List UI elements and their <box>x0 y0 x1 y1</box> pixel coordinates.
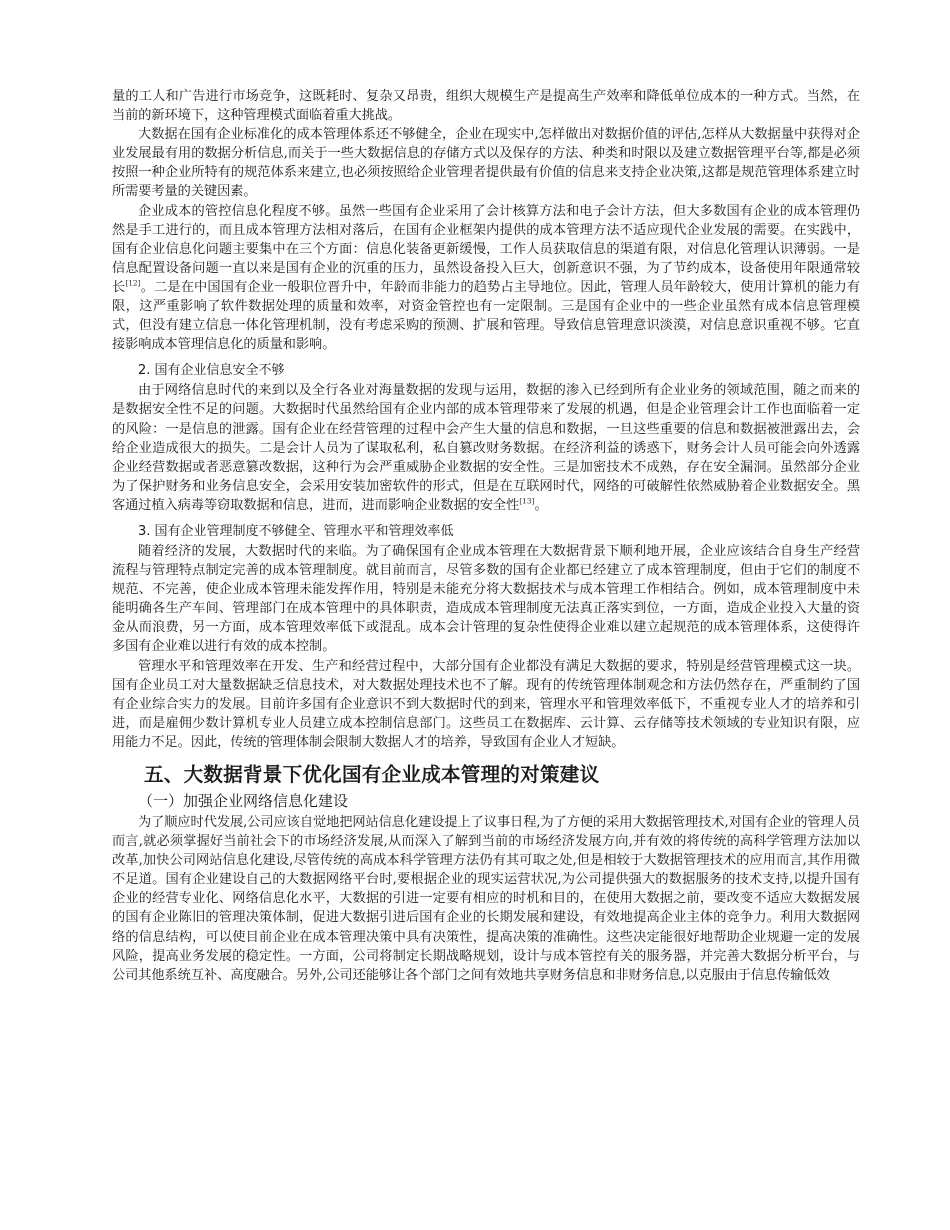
paragraph-4 <box>112 381 860 515</box>
paragraph-3-text-b: 。二是在中国国有企业一般职位晋升中，年龄而非能力的趋势占主导地位。因此，管理人员年龄较大，使用计算机的能力有限，这严重影响了软件数据处理的质量和效率，对资金管控也有一定限制。三是国有企业中的一些企业虽然有成本信息管理模式，但没有建立信息一体化管理机制，没有考虑采购的预测、扩展和管理。导致信息管理意识淡漠，对信息意识重视不够。它直接影响成本管理信息化的质量和影响。 <box>112 279 861 353</box>
citation-12: [12] <box>125 278 141 288</box>
section-heading-5: 五、大数据背景下优化国有企业成本管理的对策建议 <box>144 763 600 786</box>
paragraph-3-text-a: 企业成本的管控信息化程度不够。虽然一些国有企业采用了会计核算方法和电子会计方法，但大多数国有企业的成本管理仍然是手工进行的，而且成本管理方法相对落后，在国有企业框架内提供的成本管理方法不适应现代企业发展的需要。在实践中，国有企业信息化问题主要集中在三个方面：信息化装备更新缓慢，工作人员获取信息的渠道有限，对信息化管理认识薄弱。一是信息配置设备问题一直以来是国有企业的沉重的压力，虽然设备投入巨大，创新意识不强，为了节约成本，设备使用年限通常较长 <box>112 203 860 295</box>
citation-13: [13] <box>519 496 535 506</box>
paragraph-4-text-b: 。 <box>534 497 548 513</box>
paragraph-6: 管理水平和管理效率在开发、生产和经营过程中，大部分国有企业都没有满足大数据的要求，特别是经营管理模式这一块。国有企业员工对大量数据缺乏信息技术，对大数据处理技术也不了解。现有的传统管理体制观念和方法仍然存在，严重制约了国有企业综合实力的发展。目前许多国有企业意识不到大数据时代的到来，管理水平和管理效率低下，不重视专业人才的培养和引进，而是雇佣少数计算机专业人员建立成本控制信息部门。这些员工在数据库、云计算、云存储等技术领域的专业知识有限，应用能力不足。因此，传统的管理体制会限制大数据人才的培养，导致国有企业人才短缺。 <box>112 658 860 750</box>
subsection-heading-1: （一）加强企业网络信息化建设 <box>138 792 349 810</box>
document-page <box>112 87 860 985</box>
subheading-information-security: 2. 国有企业信息安全不够 <box>138 363 285 379</box>
subheading-management-system: 3. 国有企业管理制度不够健全、管理水平和管理效率低 <box>138 523 454 539</box>
paragraph-1: 量的工人和广告进行市场竞争，这既耗时、复杂又昂贵，组织大规模生产是提高生产效率和降低单位成本的一种方式。当然，在当前的新环境下，这种管理模式面临着重大挑战。 <box>112 89 860 124</box>
paragraph-2: 大数据在国有企业标准化的成本管理体系还不够健全，企业在现实中,怎样做出对数据价值的评估,怎样从大数据量中获得对企业发展最有用的数据分析信息,而关于一些大数据信息的存储方式以及保存的方法、种类和时限以及建立数据管理平台等,都是必须按照一种企业所特有的规范体系来建立,也必须按照给企业管理者提供最有价值的信息来支持企业决策,这都是规范管理体系建立时所需要考量的关键因素。 <box>112 127 860 200</box>
paragraph-7: 为了顺应时代发展,公司应该自觉地把网站信息化建设提上了议事日程,为了方便的采用大数据管理技术,对国有企业的管理人员而言,就必须掌握好当前社会下的市场经济发展,从而深入了解到当前的市场经济发展方向,并有效的将传统的高科学管理方法加以改革,加快公司网站信息化建设,尽管传统的高成本科学管理方法仍有其可取之处,但是相较于大数据管理技术的应用而言,其作用微不足道。国有企业建设自己的大数据网络平台时,要根据企业的现实运营状况,为公司提供强大的数据服务的技术支持,以提升国有企业的经营专业化、网络信息化水平，大数据的引进一定要有相应的时机和目的，在使用大数据之前，要改变不适应大数据发展的国有企业陈旧的管理决策体制，促进大数据引进后国有企业的长期发展和建设，有效地提高企业主体的竞争力。利用大数据网络的信息结构，可以使目前企业在成本管理决策中具有决策性，提高决策的准确性。这些决定能很好地帮助企业规避一定的发展风险，提高业务发展的稳定性。一方面，公司将制定长期战略规划，设计与成本管控有关的服务器，并完善大数据分析平台，与公司其他系统互补、高度融合。另外,公司还能够让各个部门之间有效地共享财务信息和非财务信息,以克服由于信息传输低效 <box>112 815 860 983</box>
paragraph-3 <box>112 202 860 355</box>
paragraph-5: 随着经济的发展，大数据时代的来临。为了确保国有企业成本管理在大数据背景下顺利地开展，企业应该结合自身生产经营流程与管理特点制定完善的成本管理制度。就目前而言，尽管多数的国有企业都已经建立了成本管理制度，但由于它们的制度不规范、不完善，使企业成本管理未能发挥作用，特别是未能充分将大数据技术与成本管理工作相结合。例如，成本管理制度中未能明确各生产车间、管理部门在成本管理中的具体职责，造成成本管理制度无法真正落实到位，一方面，造成企业投入大量的资金从而浪费，另一方面，成本管理效率低下或混乱。成本会计管理的复杂性使得企业难以建立起规范的成本管理体系，这使得许多国有企业难以进行有效的成本控制。 <box>112 543 860 655</box>
paragraph-4-text-a: 由于网络信息时代的来到以及全行各业对海量数据的发现与运用，数据的渗入已经到所有企业业务的领域范围，随之而来的是数据安全性不足的问题。大数据时代虽然给国有企业内部的成本管理带来了发展的机遇，但是企业管理会计工作也面临着一定的风险：一是信息的泄露。国有企业在经营管理的过程中会产生大量的信息和数据，一旦这些重要的信息和数据被泄露出去，会给企业造成很大的损失。二是会计人员为了谋取私利，私自篡改财务数据。在经济利益的诱惑下，财务会计人员可能会向外透露企业经营数据或者恶意篡改数据，这种行为会严重威胁企业数据的安全性。三是加密技术不成熟，存在安全漏洞。虽然部分企业为了保护财务和业务信息安全，会采用安装加密软件的形式，但是在互联网时代，网络的可破解性依然威胁着企业数据安全。黑客通过植入病毒等窃取数据和信息，进而，进而影响企业数据的安全性 <box>112 383 860 513</box>
